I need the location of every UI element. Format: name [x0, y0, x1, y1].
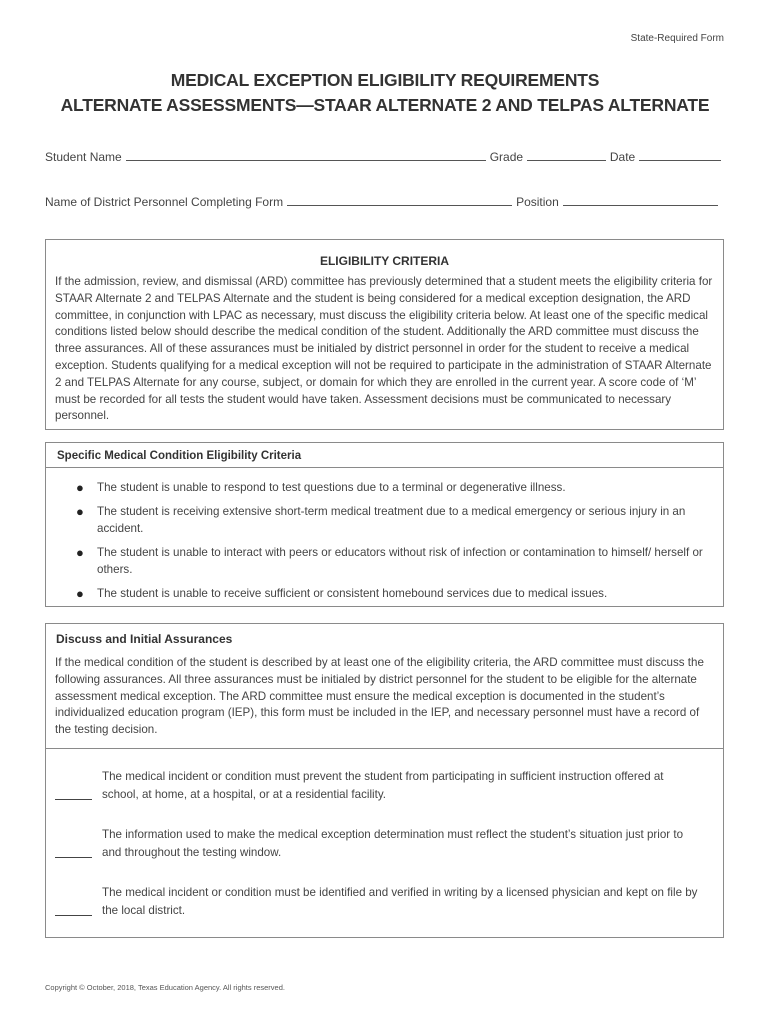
assurances-intro: If the medical condition of the student is described by at least one of the eligibility criteria, the ARD committee must discuss the following assurances. All three assurances must be initialed by district personnel for the student to be eligible for the alternate assessment medical exception. The ARD committee must ensure the medical exception is documented in the student’s individualized education program (IEP), this form must be included in the IEP, and necessary personnel must have a record of the testing decision.	[55, 656, 704, 737]
eligibility-body: If the admission, review, and dismissal (ARD) committee has previously determined that a student meets the eligibility criteria for STAAR Alternate 2 and TELPAS Alternate and the student is being considered for a medical exception designation, the ARD committee, in conjunction with LPAC as necessary, must discuss the eligibility criteria below. At least one of the specific medical conditions listed below should describe the medical condition of the student. Additionally the ARD committee must discuss the three assurances. All of these assurances must be initialed by district personnel in order for the student to receive a medical exception. Students qualifying for a medical exception will not be required to participate in the administration of STAAR Alternate 2 and TELPAS Alternate for any course, subject, or domain for which they are enrolled in the current year. A score code of ‘M’ must be recorded for all tests the student would have taken. Assessment decisions must be communicated to necessary personnel.	[55, 275, 713, 423]
grade-label: Grade	[489, 150, 524, 164]
eligibility-criteria-box	[45, 239, 724, 430]
position-label: Position	[516, 195, 559, 209]
criteria-text: The student is unable to respond to test questions due to a terminal or degenerative illness.	[97, 481, 566, 494]
copyright-footer: Copyright © October, 2018, Texas Education Agency. All rights reserved.	[45, 983, 285, 992]
assurances-heading: Discuss and Initial Assurances	[56, 632, 233, 646]
date-field[interactable]	[639, 159, 721, 161]
specific-criteria-heading: Specific Medical Condition Eligibility Criteria	[46, 443, 723, 468]
criteria-text: The student is receiving extensive short-term medical treatment due to a medical emergency or serious injury in an accident.	[97, 505, 686, 535]
bullet-icon: ●	[76, 586, 84, 601]
initial-field[interactable]	[55, 915, 92, 916]
section-divider	[46, 748, 723, 749]
initial-field[interactable]	[55, 799, 92, 800]
student-name-label: Student Name	[45, 150, 122, 164]
page-title: MEDICAL EXCEPTION ELIGIBILITY REQUIREMENTS	[170, 70, 600, 90]
personnel-info-row	[45, 195, 725, 209]
grade-field[interactable]	[527, 159, 606, 161]
page-subtitle: ALTERNATE ASSESSMENTS—STAAR ALTERNATE 2 AND TELPAS ALTERNATE	[60, 95, 710, 115]
initial-field[interactable]	[55, 857, 92, 858]
district-personnel-field[interactable]	[287, 204, 512, 206]
student-name-field[interactable]	[126, 159, 486, 161]
bullet-icon: ●	[76, 545, 84, 560]
bullet-icon: ●	[76, 504, 84, 519]
date-label: Date	[609, 150, 636, 164]
position-field[interactable]	[563, 204, 718, 206]
assurance-text: The information used to make the medical exception determination must reflect the student’s situation just prior to and throughout the testing window.	[102, 828, 684, 859]
eligibility-heading: ELIGIBILITY CRITERIA	[319, 254, 450, 268]
criteria-text: The student is unable to interact with peers or educators without risk of infection or contamination to himself/ herself or others.	[97, 546, 703, 576]
criteria-text: The student is unable to receive sufficient or consistent homebound services due to medical issues.	[97, 587, 608, 600]
district-personnel-label: Name of District Personnel Completing Form	[45, 195, 284, 209]
bullet-icon: ●	[76, 480, 84, 495]
assurance-text: The medical incident or condition must prevent the student from participating in sufficient instruction offered at school, at home, at a hospital, or at a residential facility.	[102, 770, 664, 801]
assurance-text: The medical incident or condition must be identified and verified in writing by a licensed physician and kept on file by the local district.	[102, 886, 698, 917]
student-info-row	[45, 150, 725, 164]
form-type-label: State-Required Form	[630, 33, 724, 44]
assurances-box	[45, 623, 724, 938]
specific-criteria-box	[45, 442, 724, 607]
